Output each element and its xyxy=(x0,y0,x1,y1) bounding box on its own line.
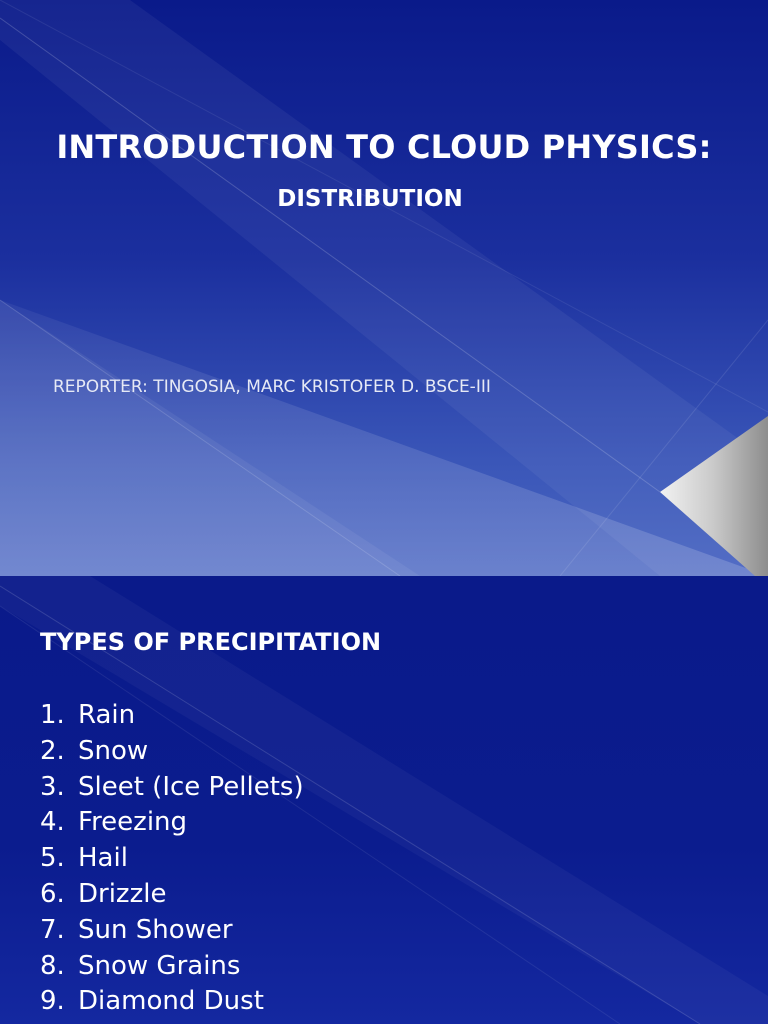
reporter-line: REPORTER: TINGOSIA, MARC KRISTOFER D. BSCE-III xyxy=(53,377,491,397)
slide-subtitle: DISTRIBUTION xyxy=(277,186,463,212)
list-heading: TYPES OF PRECIPITATION xyxy=(40,628,382,656)
list-item: 1. Rain xyxy=(40,700,136,730)
list-item: 3. Sleet (Ice Pellets) xyxy=(40,771,304,802)
precipitation-list xyxy=(40,698,304,1020)
list-item: 6. Drizzle xyxy=(40,878,167,909)
list-item: 9. Diamond Dust xyxy=(40,986,264,1017)
list-item: 2. Snow xyxy=(40,735,149,766)
content-slide xyxy=(0,576,768,1024)
list-item: 4. Freezing xyxy=(40,807,188,838)
list-item: 5. Hail xyxy=(40,843,128,874)
slide-title: INTRODUCTION TO CLOUD PHYSICS: xyxy=(56,128,712,166)
list-item: 7. Sun Shower xyxy=(40,914,233,945)
list-item: 8. Snow Grains xyxy=(40,950,241,981)
